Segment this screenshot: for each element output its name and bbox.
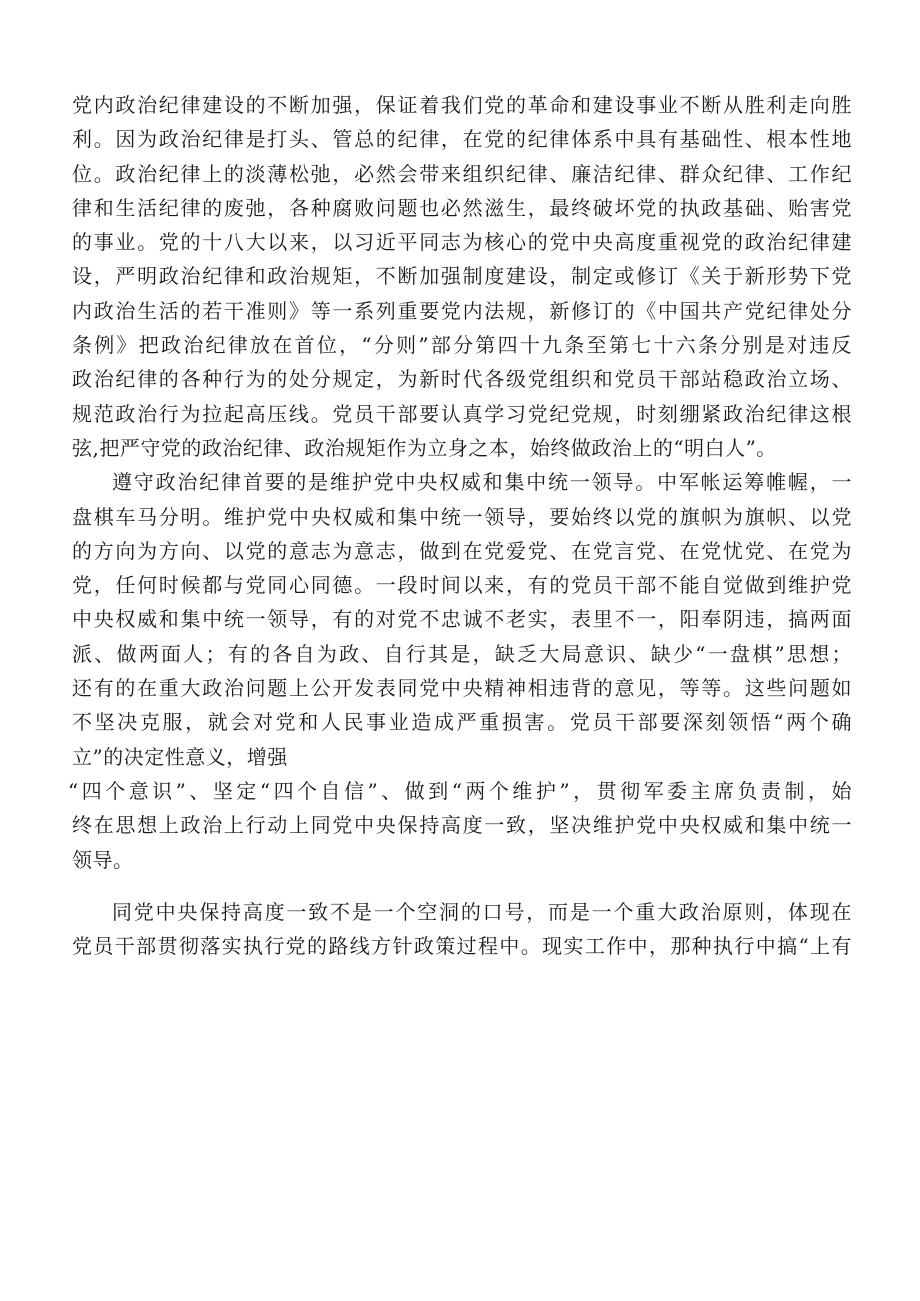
text-line: 律和生活纪律的废弛，各种腐败问题也必然滋生，最终破坏党的执政基础、贻害党 xyxy=(72,195,852,220)
text-line: 的方向为方向、以党的意志为意志，做到在党爱党、在党言党、在党忧党、在党为 xyxy=(72,538,852,563)
text-line: 设，严明政治纪律和政治规矩，不断加强制度建设，制定或修订《关于新形势下党 xyxy=(72,264,852,289)
text-line: 派、做两面人；有的各自为政、自行其是，缺乏大局意识、缺少“一盘棋”思想； xyxy=(72,641,852,666)
text-line: “四个意识”、坚定“四个自信”、做到“两个维护”，贯彻军委主席负责制，始 xyxy=(68,778,852,803)
text-line: 弦,把严守党的政治纪律、政治规矩作为立身之本，始终做政治上的“明白人”。 xyxy=(72,435,777,460)
text-line: 终在思想上政治上行动上同党中央保持高度一致，坚决维护党中央权威和集中统一 xyxy=(72,813,852,838)
text-line: 中央权威和集中统一领导，有的对党不忠诚不老实，表里不一，阳奉阴违，搞两面 xyxy=(72,607,852,632)
text-line: 规范政治行为拉起高压线。党员干部要认真学习党纪党规，时刻绷紧政治纪律这根 xyxy=(72,401,852,426)
text-line: 还有的在重大政治问题上公开发表同党中央精神相违背的意见，等等。这些问题如 xyxy=(72,676,852,701)
text-line: 政治纪律的各种行为的处分规定，为新时代各级党组织和党员干部站稳政治立场、 xyxy=(72,367,852,392)
text-line: 党员干部贯彻落实执行党的路线方针政策过程中。现实工作中，那种执行中搞“上有 xyxy=(72,934,852,959)
text-line: 内政治生活的若干准则》等一系列重要党内法规，新修订的《中国共产党纪律处分 xyxy=(72,298,852,323)
text-line: 利。因为政治纪律是打头、管总的纪律，在党的纪律体系中具有基础性、根本性地 xyxy=(72,127,852,152)
text-line: 同党中央保持高度一致不是一个空洞的口号，而是一个重大政治原则，体现在 xyxy=(112,899,852,924)
text-line: 领导。 xyxy=(72,847,134,872)
text-line: 盘棋车马分明。维护党中央权威和集中统一领导，要始终以党的旗帜为旗帜、以党 xyxy=(72,504,852,529)
text-line: 党，任何时候都与党同心同德。一段时间以来，有的党员干部不能自觉做到维护党 xyxy=(72,573,852,598)
text-line: 立”的决定性意义，增强 xyxy=(72,744,288,769)
text-line: 不坚决克服，就会对党和人民事业造成严重损害。党员干部要深刻领悟“两个确 xyxy=(72,710,852,735)
text-line: 位。政治纪律上的淡薄松弛，必然会带来组织纪律、廉洁纪律、群众纪律、工作纪 xyxy=(72,161,852,186)
text-line: 条例》把政治纪律放在首位，“分则”部分第四十九条至第七十六条分别是对违反 xyxy=(72,333,852,358)
document-body-text xyxy=(68,88,852,963)
text-line: 党内政治纪律建设的不断加强，保证着我们党的革命和建设事业不断从胜利走向胜 xyxy=(72,93,852,117)
text-line: 的事业。党的十八大以来，以习近平同志为核心的党中央高度重视党的政治纪律建 xyxy=(72,230,852,255)
text-line: 遵守政治纪律首要的是维护党中央权威和集中统一领导。中军帐运筹帷幄，一 xyxy=(112,470,852,495)
